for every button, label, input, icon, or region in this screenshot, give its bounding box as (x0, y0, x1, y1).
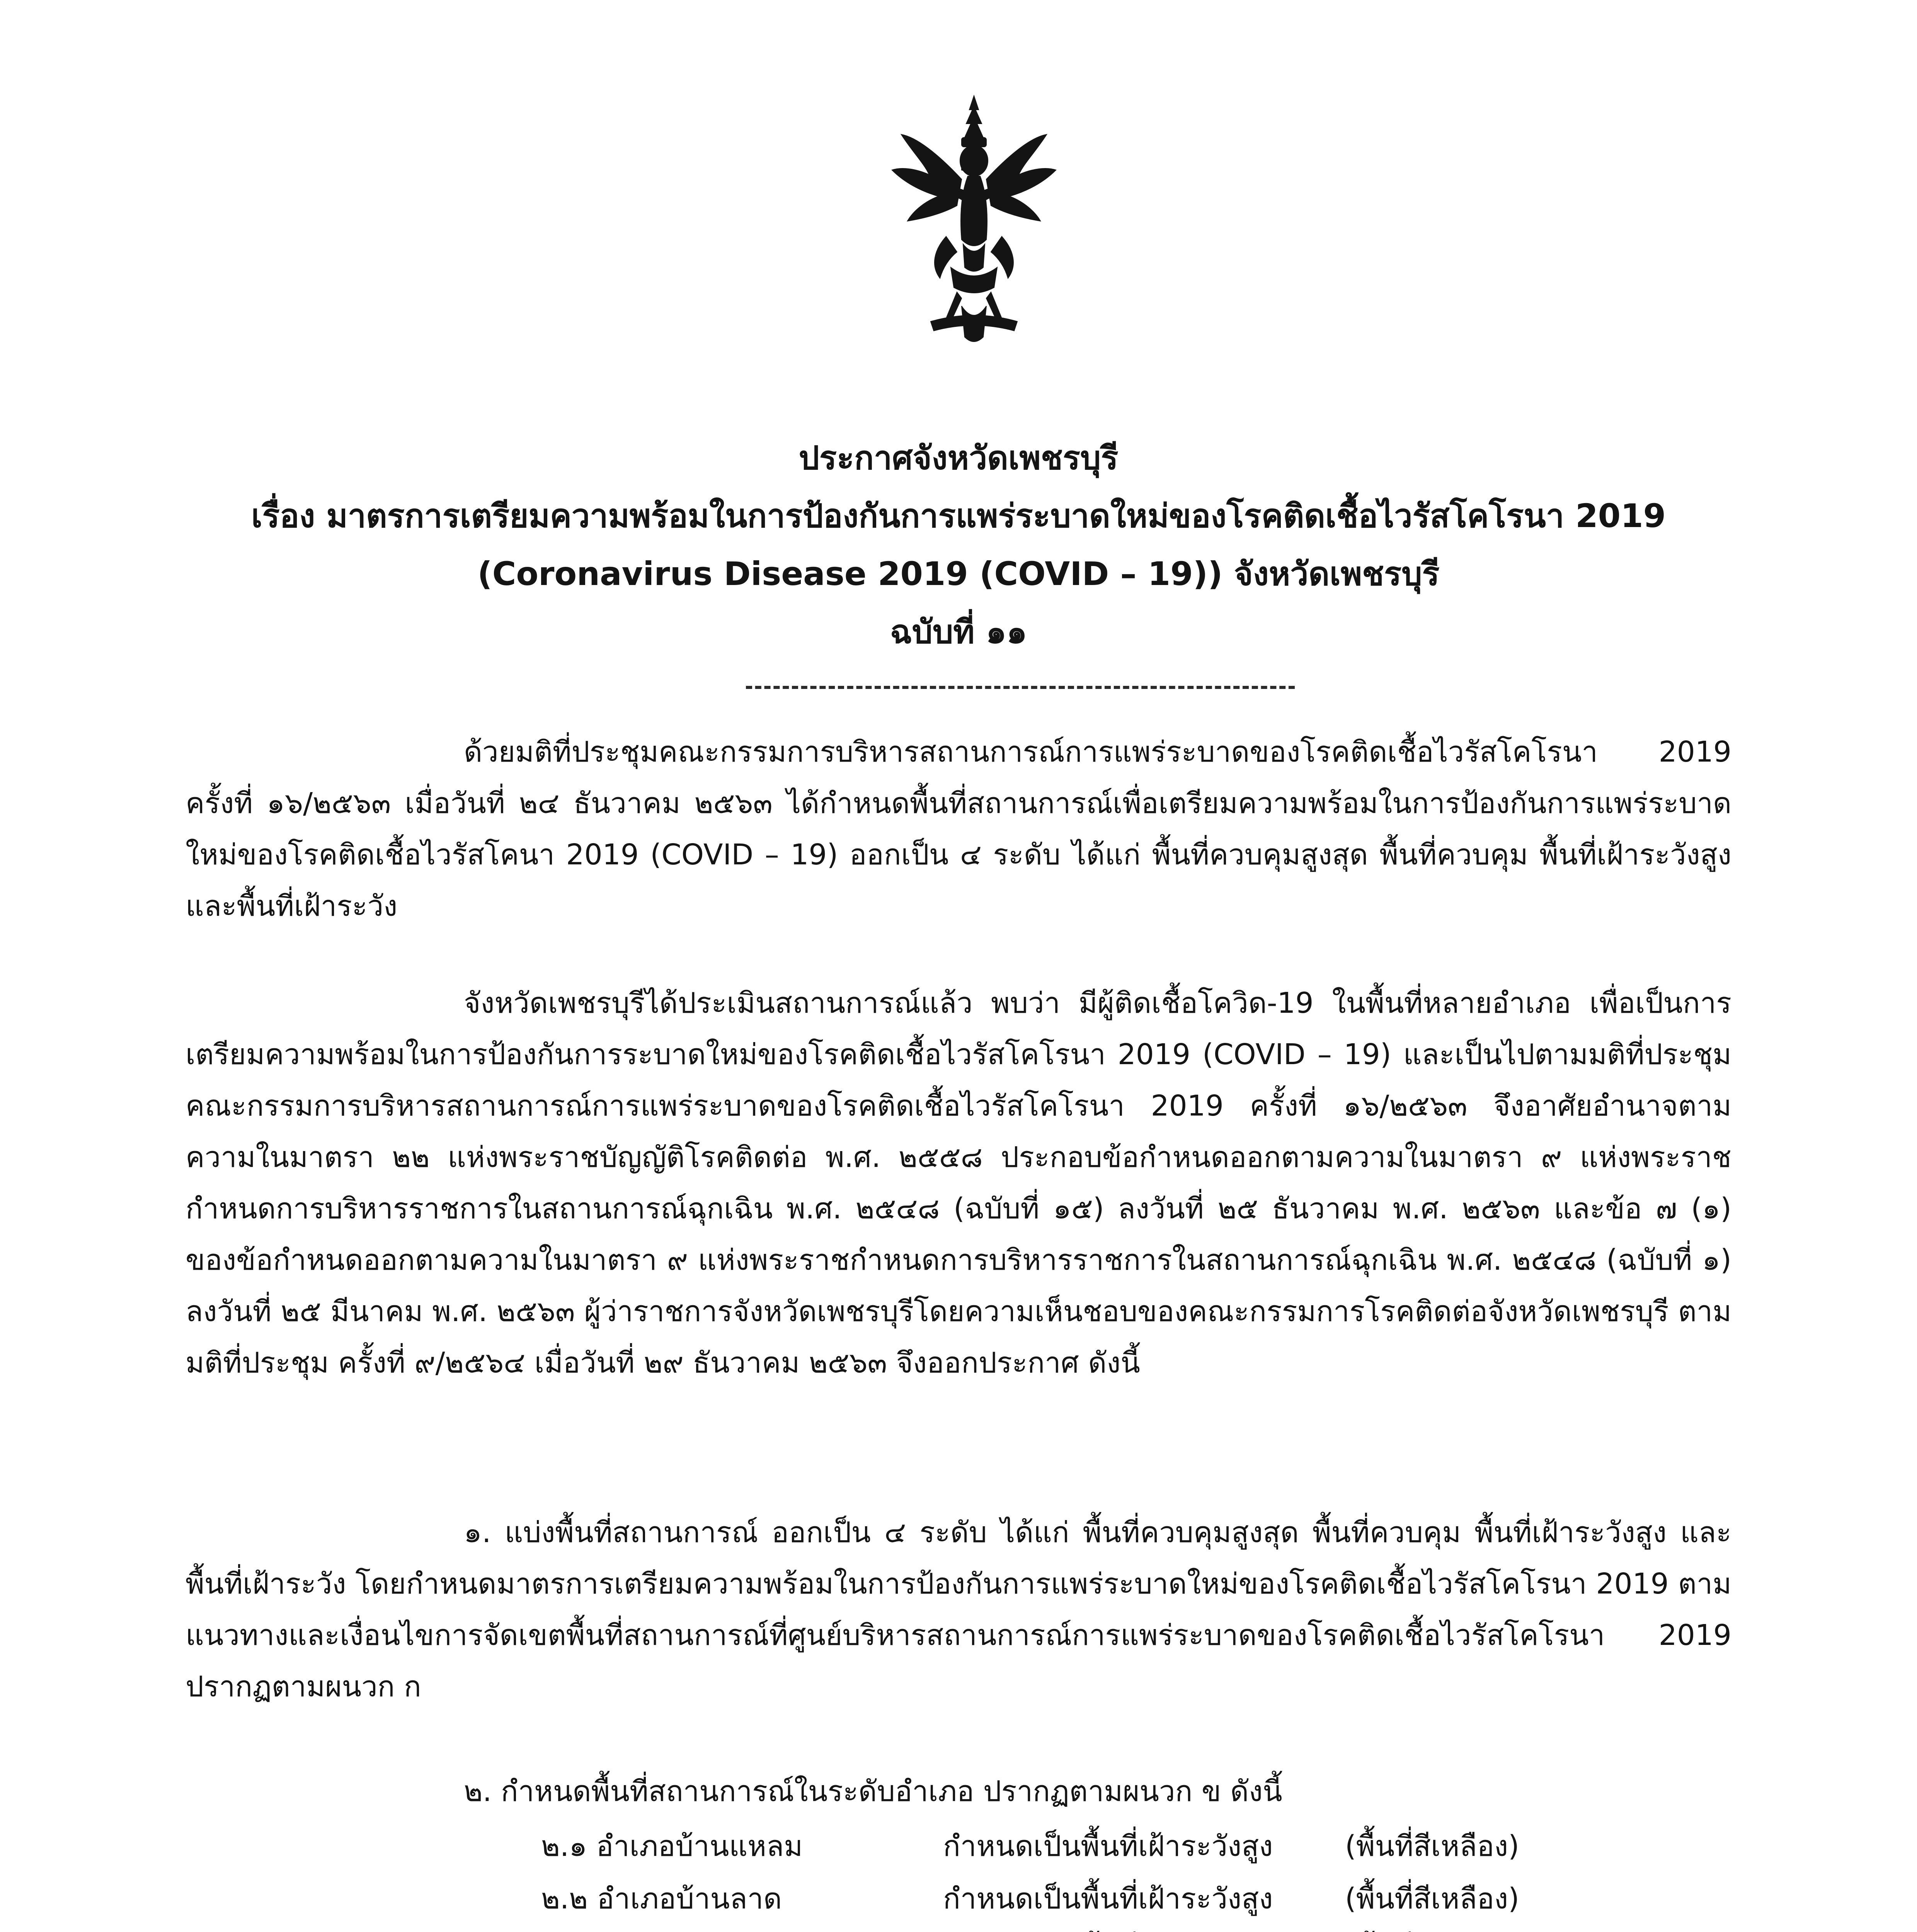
district-zone-color (1345, 1925, 1577, 1932)
paragraph-resolution (186, 726, 1731, 932)
district-designation: กำหนดเป็นพื้นที่เฝ้าระวังสูง (943, 1882, 1273, 1915)
district-zone-color: (พื้นที่สีเหลือง) (1345, 1830, 1520, 1863)
district-designation (943, 1925, 1345, 1932)
paragraph-item-1 (186, 1507, 1731, 1713)
district-designation: กำหนดเป็นพื้นที่เฝ้าระวังสูง (943, 1830, 1273, 1863)
garuda-emblem (881, 93, 1067, 355)
paragraph-item-2 (464, 1766, 1731, 1817)
issue-number: ฉบับที่ ๑๑ (890, 613, 1027, 651)
district-name (541, 1925, 943, 1932)
item-1-text: ๑. แบ่งพื้นที่สถานการณ์ ออกเป็น ๔ ระดับ ได้แก่ พื้นที่ควบคุมสูงสุด พื้นที่ควบคุม พื้นที่เฝ้าระวังสูง และพื้นที่เฝ้าระวัง โดยกำหนดมาตรการเตรียมความพร้อมในการป้องกันการแพร่ระบาดใหม่ของโรคติดเชื้อไวรัสโคโรนา 2019 ตามแนวทางและเงื่อนไขการจัดเขตพื้นที่สถานการณ์ที่ศูนย์บริหารสถานการณ์การแพร่ระบาดของโรคติดเชื้อไวรัสโคโรนา 2019 ปรากฏตามผนวก ก (186, 1516, 1731, 1703)
announcement-heading: ประกาศจังหวัดเพชรบุรี (798, 439, 1119, 477)
district-row (541, 1820, 1577, 1872)
announcement-subject: เรื่อง มาตรการเตรียมความพร้อมในการป้องกันการแพร่ระบาดใหม่ของโรคติดเชื้อไวรัสโคโรนา 2019 (251, 497, 1666, 535)
district-row (541, 1872, 1577, 1925)
announcement-subject-cont: (Coronavirus Disease 2019 (COVID – 19)) จังหวัดเพชรบุรี (477, 555, 1440, 593)
district-name: ๒.๒ อำเภอบ้านลาด (541, 1882, 782, 1915)
item-2-text: ๒. กำหนดพื้นที่สถานการณ์ในระดับอำเภอ ปรากฏตามผนวก ข ดังนี้ (464, 1775, 1282, 1808)
paragraph-assessment (186, 978, 1731, 1389)
paragraph-resolution-text: ด้วยมติที่ประชุมคณะกรรมการบริหารสถานการณ์การแพร่ระบาดของโรคติดเชื้อไวรัสโคโรนา 2019 ครั้งที่ ๑๖/๒๕๖๓ เมื่อวันที่ ๒๔ ธันวาคม ๒๕๖๓ ได้กำหนดพื้นที่สถานการณ์เพื่อเตรียมความพร้อมในการป้องกันการแพร่ระบาดใหม่ของโรคติดเชื้อไวรัสโคนา 2019 (COVID – 19) ออกเป็น ๔ ระดับ ได้แก่ พื้นที่ควบคุมสูงสุด พื้นที่ควบคุม พื้นที่เฝ้าระวังสูง และพื้นที่เฝ้าระวัง (186, 735, 1731, 923)
dashed-divider (746, 686, 1295, 689)
district-zone-color: (พื้นที่สีเหลือง) (1345, 1882, 1520, 1915)
district-zone-list (541, 1820, 1577, 1932)
district-row (541, 1925, 1577, 1932)
paragraph-assessment-text: จังหวัดเพชรบุรีได้ประเมินสถานการณ์แล้ว พบว่า มีผู้ติดเชื้อโควิด-19 ในพื้นที่หลายอำเภอ เพื่อเป็นการเตรียมความพร้อมในการป้องกันการระบาดใหม่ของโรคติดเชื้อไวรัสโคโรนา 2019 (COVID – 19) และเป็นไปตามมติที่ประชุมคณะกรรมการบริหารสถานการณ์การแพร่ระบาดของโรคติดเชื้อไวรัสโคโรนา 2019 ครั้งที่ ๑๖/๒๕๖๓ จึงอาศัยอำนาจตามความในมาตรา ๒๒ แห่งพระราชบัญญัติโรคติดต่อ พ.ศ. ๒๕๕๘ ประกอบข้อกำหนดออกตามความในมาตรา ๙ แห่งพระราชกำหนดการบริหารราชการในสถานการณ์ฉุกเฉิน พ.ศ. ๒๕๔๘ (ฉบับที่ ๑๕) ลงวันที่ ๒๕ ธันวาคม พ.ศ. ๒๕๖๓ และข้อ ๗ (๑) ของข้อกำหนดออกตามความในมาตรา ๙ แห่งพระราชกำหนดการบริหารราชการในสถานการณ์ฉุกเฉิน พ.ศ. ๒๕๔๘ (ฉบับที่ ๑) ลงวันที่ ๒๕ มีนาคม พ.ศ. ๒๕๖๓ ผู้ว่าราชการจังหวัดเพชรบุรีโดยความเห็นชอบของคณะกรรมการโรคติดต่อจังหวัดเพชรบุรี ตามมติที่ประชุม ครั้งที่ ๙/๒๕๖๔ เมื่อวันที่ ๒๙ ธันวาคม ๒๕๖๓ จึงออกประกาศ ดังนี้ (186, 986, 1731, 1379)
district-name: ๒.๑ อำเภอบ้านแหลม (541, 1830, 803, 1863)
